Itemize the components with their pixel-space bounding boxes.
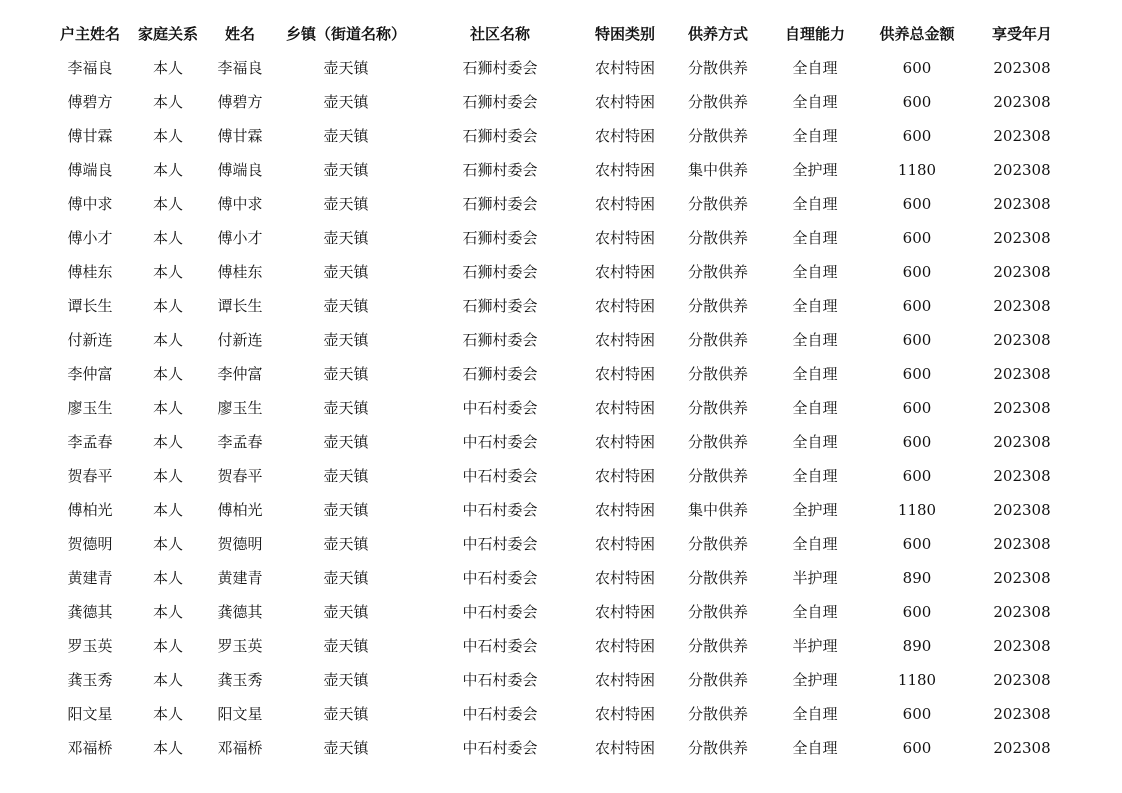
- cell-year-month: 202308: [993, 501, 1051, 519]
- cell-self-care-ability: 全自理: [792, 127, 838, 145]
- header-name: 姓名: [224, 25, 255, 43]
- cell-total-amount: 600: [902, 535, 932, 553]
- cell-hardship-category: 农村特困: [594, 705, 655, 723]
- relief-recipient-table: [0, 17, 1122, 765]
- cell-family-relation: 本人: [152, 365, 183, 383]
- table-row: [0, 323, 1122, 357]
- cell-family-relation: 本人: [152, 331, 183, 349]
- table-row: [0, 391, 1122, 425]
- cell-year-month: 202308: [993, 739, 1051, 757]
- cell-self-care-ability: 全自理: [792, 331, 838, 349]
- cell-year-month: 202308: [993, 671, 1051, 689]
- cell-householder-name: 李福良: [67, 59, 113, 77]
- cell-community: 中石村委会: [462, 671, 538, 689]
- header-township: 乡镇（街道名称）: [285, 25, 406, 43]
- cell-hardship-category: 农村特困: [594, 501, 655, 519]
- cell-community: 中石村委会: [462, 433, 538, 451]
- header-self-care-ability: 自理能力: [784, 25, 845, 43]
- cell-hardship-category: 农村特困: [594, 365, 655, 383]
- cell-family-relation: 本人: [152, 603, 183, 621]
- cell-community: 石狮村委会: [462, 59, 538, 77]
- cell-name: 李福良: [217, 59, 263, 77]
- cell-year-month: 202308: [993, 263, 1051, 281]
- cell-total-amount: 890: [902, 569, 932, 587]
- cell-year-month: 202308: [993, 603, 1051, 621]
- cell-family-relation: 本人: [152, 535, 183, 553]
- cell-self-care-ability: 全自理: [792, 399, 838, 417]
- cell-family-relation: 本人: [152, 433, 183, 451]
- cell-support-method: 分散供养: [687, 535, 748, 553]
- cell-year-month: 202308: [993, 637, 1051, 655]
- cell-family-relation: 本人: [152, 569, 183, 587]
- cell-year-month: 202308: [993, 569, 1051, 587]
- cell-community: 中石村委会: [462, 739, 538, 757]
- cell-name: 廖玉生: [217, 399, 263, 417]
- cell-hardship-category: 农村特困: [594, 637, 655, 655]
- cell-community: 中石村委会: [462, 603, 538, 621]
- cell-self-care-ability: 全自理: [792, 603, 838, 621]
- cell-family-relation: 本人: [152, 263, 183, 281]
- table-row: [0, 221, 1122, 255]
- cell-community: 中石村委会: [462, 569, 538, 587]
- cell-self-care-ability: 全自理: [792, 195, 838, 213]
- table-row: [0, 187, 1122, 221]
- cell-householder-name: 贺德明: [67, 535, 113, 553]
- cell-community: 中石村委会: [462, 501, 538, 519]
- cell-support-method: 分散供养: [687, 297, 748, 315]
- cell-community: 中石村委会: [462, 399, 538, 417]
- cell-total-amount: 600: [902, 93, 932, 111]
- cell-township: 壶天镇: [323, 93, 369, 111]
- cell-name: 李孟春: [217, 433, 263, 451]
- cell-total-amount: 600: [902, 127, 932, 145]
- cell-householder-name: 邓福桥: [67, 739, 113, 757]
- cell-name: 傅桂东: [217, 263, 263, 281]
- cell-name: 邓福桥: [217, 739, 263, 757]
- cell-family-relation: 本人: [152, 637, 183, 655]
- cell-community: 石狮村委会: [462, 93, 538, 111]
- cell-year-month: 202308: [993, 365, 1051, 383]
- cell-total-amount: 600: [902, 399, 932, 417]
- table-row: [0, 357, 1122, 391]
- cell-name: 付新连: [217, 331, 263, 349]
- cell-householder-name: 傅端良: [67, 161, 113, 179]
- cell-total-amount: 600: [902, 229, 932, 247]
- cell-name: 贺德明: [217, 535, 263, 553]
- cell-community: 石狮村委会: [462, 365, 538, 383]
- cell-support-method: 分散供养: [687, 331, 748, 349]
- cell-hardship-category: 农村特困: [594, 603, 655, 621]
- cell-self-care-ability: 全自理: [792, 433, 838, 451]
- table-row: [0, 119, 1122, 153]
- table-row: [0, 663, 1122, 697]
- cell-family-relation: 本人: [152, 501, 183, 519]
- cell-total-amount: 1180: [897, 501, 937, 519]
- cell-family-relation: 本人: [152, 59, 183, 77]
- table-row: [0, 527, 1122, 561]
- table-row: [0, 459, 1122, 493]
- header-total-amount: 供养总金额: [879, 25, 955, 43]
- table-row: [0, 595, 1122, 629]
- cell-householder-name: 黄建青: [67, 569, 113, 587]
- cell-community: 石狮村委会: [462, 229, 538, 247]
- cell-year-month: 202308: [993, 127, 1051, 145]
- cell-support-method: 分散供养: [687, 93, 748, 111]
- cell-community: 石狮村委会: [462, 331, 538, 349]
- cell-township: 壶天镇: [323, 59, 369, 77]
- cell-self-care-ability: 全自理: [792, 535, 838, 553]
- cell-self-care-ability: 全自理: [792, 467, 838, 485]
- cell-householder-name: 龚德其: [67, 603, 113, 621]
- cell-total-amount: 600: [902, 603, 932, 621]
- header-year-month: 享受年月: [991, 25, 1052, 43]
- cell-householder-name: 阳文星: [67, 705, 113, 723]
- header-householder-name: 户主姓名: [59, 25, 120, 43]
- cell-total-amount: 600: [902, 331, 932, 349]
- cell-name: 傅碧方: [217, 93, 263, 111]
- cell-family-relation: 本人: [152, 161, 183, 179]
- table-body: [0, 51, 1122, 765]
- cell-hardship-category: 农村特困: [594, 569, 655, 587]
- cell-year-month: 202308: [993, 161, 1051, 179]
- cell-year-month: 202308: [993, 195, 1051, 213]
- cell-family-relation: 本人: [152, 467, 183, 485]
- header-support-method: 供养方式: [687, 25, 748, 43]
- cell-total-amount: 600: [902, 739, 932, 757]
- cell-support-method: 集中供养: [687, 161, 748, 179]
- cell-year-month: 202308: [993, 297, 1051, 315]
- cell-self-care-ability: 半护理: [792, 569, 838, 587]
- cell-community: 石狮村委会: [462, 127, 538, 145]
- cell-name: 贺春平: [217, 467, 263, 485]
- table-row: [0, 731, 1122, 765]
- table-row: [0, 255, 1122, 289]
- cell-family-relation: 本人: [152, 671, 183, 689]
- cell-support-method: 分散供养: [687, 365, 748, 383]
- header-family-relation: 家庭关系: [137, 25, 198, 43]
- cell-hardship-category: 农村特困: [594, 535, 655, 553]
- cell-community: 中石村委会: [462, 467, 538, 485]
- cell-householder-name: 廖玉生: [67, 399, 113, 417]
- cell-township: 壶天镇: [323, 297, 369, 315]
- cell-self-care-ability: 全自理: [792, 59, 838, 77]
- cell-support-method: 分散供养: [687, 603, 748, 621]
- cell-hardship-category: 农村特困: [594, 59, 655, 77]
- table-row: [0, 425, 1122, 459]
- cell-support-method: 分散供养: [687, 127, 748, 145]
- cell-hardship-category: 农村特困: [594, 433, 655, 451]
- table-row: [0, 51, 1122, 85]
- cell-total-amount: 890: [902, 637, 932, 655]
- cell-self-care-ability: 全护理: [792, 501, 838, 519]
- cell-name: 谭长生: [217, 297, 263, 315]
- cell-hardship-category: 农村特困: [594, 297, 655, 315]
- cell-community: 石狮村委会: [462, 263, 538, 281]
- cell-township: 壶天镇: [323, 331, 369, 349]
- cell-total-amount: 600: [902, 433, 932, 451]
- cell-householder-name: 傅碧方: [67, 93, 113, 111]
- cell-hardship-category: 农村特困: [594, 229, 655, 247]
- cell-total-amount: 600: [902, 365, 932, 383]
- cell-year-month: 202308: [993, 399, 1051, 417]
- cell-township: 壶天镇: [323, 433, 369, 451]
- table-row: [0, 85, 1122, 119]
- cell-support-method: 集中供养: [687, 501, 748, 519]
- cell-name: 傅甘霖: [217, 127, 263, 145]
- cell-support-method: 分散供养: [687, 671, 748, 689]
- cell-year-month: 202308: [993, 705, 1051, 723]
- cell-support-method: 分散供养: [687, 433, 748, 451]
- header-hardship-category: 特困类别: [594, 25, 655, 43]
- cell-self-care-ability: 全自理: [792, 365, 838, 383]
- cell-family-relation: 本人: [152, 229, 183, 247]
- cell-householder-name: 李孟春: [67, 433, 113, 451]
- cell-support-method: 分散供养: [687, 637, 748, 655]
- cell-township: 壶天镇: [323, 127, 369, 145]
- cell-name: 傅小才: [217, 229, 263, 247]
- cell-self-care-ability: 全护理: [792, 161, 838, 179]
- cell-year-month: 202308: [993, 331, 1051, 349]
- cell-self-care-ability: 全自理: [792, 739, 838, 757]
- cell-householder-name: 傅桂东: [67, 263, 113, 281]
- cell-support-method: 分散供养: [687, 263, 748, 281]
- cell-support-method: 分散供养: [687, 569, 748, 587]
- cell-hardship-category: 农村特困: [594, 399, 655, 417]
- cell-family-relation: 本人: [152, 399, 183, 417]
- cell-householder-name: 付新连: [67, 331, 113, 349]
- table-row: [0, 561, 1122, 595]
- cell-year-month: 202308: [993, 467, 1051, 485]
- header-community: 社区名称: [469, 25, 530, 43]
- cell-township: 壶天镇: [323, 501, 369, 519]
- cell-family-relation: 本人: [152, 705, 183, 723]
- cell-self-care-ability: 半护理: [792, 637, 838, 655]
- cell-support-method: 分散供养: [687, 229, 748, 247]
- cell-township: 壶天镇: [323, 637, 369, 655]
- cell-name: 龚玉秀: [217, 671, 263, 689]
- cell-community: 石狮村委会: [462, 161, 538, 179]
- cell-householder-name: 罗玉英: [67, 637, 113, 655]
- cell-township: 壶天镇: [323, 739, 369, 757]
- cell-township: 壶天镇: [323, 263, 369, 281]
- cell-name: 傅中求: [217, 195, 263, 213]
- cell-hardship-category: 农村特困: [594, 671, 655, 689]
- cell-self-care-ability: 全护理: [792, 671, 838, 689]
- cell-hardship-category: 农村特困: [594, 127, 655, 145]
- cell-name: 黄建青: [217, 569, 263, 587]
- cell-township: 壶天镇: [323, 603, 369, 621]
- cell-year-month: 202308: [993, 229, 1051, 247]
- cell-township: 壶天镇: [323, 705, 369, 723]
- cell-year-month: 202308: [993, 59, 1051, 77]
- cell-total-amount: 600: [902, 195, 932, 213]
- cell-family-relation: 本人: [152, 739, 183, 757]
- cell-total-amount: 1180: [897, 161, 937, 179]
- cell-hardship-category: 农村特困: [594, 161, 655, 179]
- cell-support-method: 分散供养: [687, 195, 748, 213]
- cell-township: 壶天镇: [323, 467, 369, 485]
- cell-community: 中石村委会: [462, 705, 538, 723]
- cell-self-care-ability: 全自理: [792, 93, 838, 111]
- cell-total-amount: 600: [902, 705, 932, 723]
- cell-householder-name: 傅小才: [67, 229, 113, 247]
- table-row: [0, 289, 1122, 323]
- cell-support-method: 分散供养: [687, 467, 748, 485]
- cell-township: 壶天镇: [323, 399, 369, 417]
- cell-total-amount: 600: [902, 59, 932, 77]
- table-row: [0, 153, 1122, 187]
- cell-self-care-ability: 全自理: [792, 229, 838, 247]
- cell-support-method: 分散供养: [687, 399, 748, 417]
- cell-support-method: 分散供养: [687, 59, 748, 77]
- cell-name: 阳文星: [217, 705, 263, 723]
- cell-householder-name: 李仲富: [67, 365, 113, 383]
- cell-householder-name: 傅中求: [67, 195, 113, 213]
- cell-hardship-category: 农村特困: [594, 331, 655, 349]
- table-row: [0, 629, 1122, 663]
- cell-family-relation: 本人: [152, 195, 183, 213]
- cell-family-relation: 本人: [152, 93, 183, 111]
- cell-year-month: 202308: [993, 93, 1051, 111]
- cell-hardship-category: 农村特困: [594, 467, 655, 485]
- cell-self-care-ability: 全自理: [792, 297, 838, 315]
- cell-householder-name: 傅甘霖: [67, 127, 113, 145]
- cell-hardship-category: 农村特困: [594, 263, 655, 281]
- cell-hardship-category: 农村特困: [594, 93, 655, 111]
- cell-self-care-ability: 全自理: [792, 705, 838, 723]
- cell-self-care-ability: 全自理: [792, 263, 838, 281]
- cell-householder-name: 贺春平: [67, 467, 113, 485]
- cell-community: 中石村委会: [462, 535, 538, 553]
- cell-community: 石狮村委会: [462, 195, 538, 213]
- cell-householder-name: 谭长生: [67, 297, 113, 315]
- cell-township: 壶天镇: [323, 671, 369, 689]
- cell-family-relation: 本人: [152, 297, 183, 315]
- cell-township: 壶天镇: [323, 195, 369, 213]
- cell-township: 壶天镇: [323, 535, 369, 553]
- cell-householder-name: 傅柏光: [67, 501, 113, 519]
- cell-householder-name: 龚玉秀: [67, 671, 113, 689]
- cell-total-amount: 600: [902, 297, 932, 315]
- cell-township: 壶天镇: [323, 365, 369, 383]
- cell-township: 壶天镇: [323, 569, 369, 587]
- cell-name: 龚德其: [217, 603, 263, 621]
- cell-hardship-category: 农村特困: [594, 739, 655, 757]
- cell-township: 壶天镇: [323, 229, 369, 247]
- cell-year-month: 202308: [993, 433, 1051, 451]
- table-row: [0, 493, 1122, 527]
- cell-support-method: 分散供养: [687, 705, 748, 723]
- cell-total-amount: 1180: [897, 671, 937, 689]
- cell-name: 李仲富: [217, 365, 263, 383]
- cell-total-amount: 600: [902, 263, 932, 281]
- cell-hardship-category: 农村特困: [594, 195, 655, 213]
- cell-support-method: 分散供养: [687, 739, 748, 757]
- cell-community: 中石村委会: [462, 637, 538, 655]
- cell-year-month: 202308: [993, 535, 1051, 553]
- cell-name: 罗玉英: [217, 637, 263, 655]
- cell-total-amount: 600: [902, 467, 932, 485]
- cell-community: 石狮村委会: [462, 297, 538, 315]
- table-row: [0, 697, 1122, 731]
- cell-family-relation: 本人: [152, 127, 183, 145]
- table-header: [0, 17, 1122, 51]
- cell-name: 傅柏光: [217, 501, 263, 519]
- cell-township: 壶天镇: [323, 161, 369, 179]
- cell-name: 傅端良: [217, 161, 263, 179]
